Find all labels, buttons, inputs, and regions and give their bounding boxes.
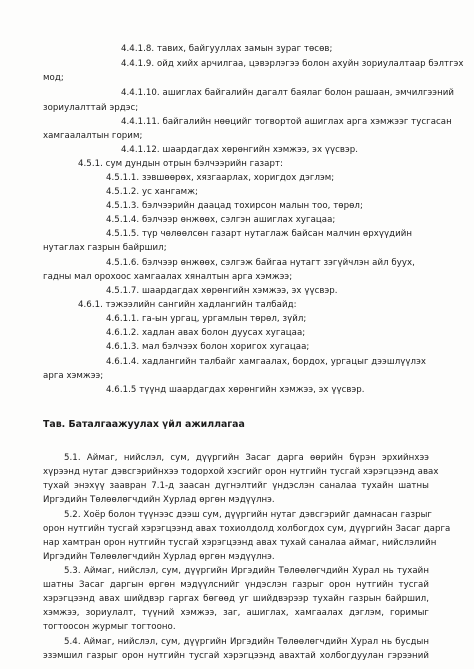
list-item: 4.6.1.3. мал бэлчээх болон хоригох хугацаа; — [106, 342, 310, 352]
paragraph-line: Иргэдийн Төлөөлөгчдийн Хурлад өргөн мэдүүлнэ. — [43, 495, 275, 505]
list-item: 4.6.1.4. хадлангийн талбайг хамгаалах, бордох, ургацыг дээшлүүлэх — [106, 357, 427, 367]
list-item-continuation: мод; — [43, 73, 64, 83]
list-item-continuation: нутаглах газрын байршил; — [43, 243, 167, 253]
list-item: 4.5.1.7. шаардагдах хөрөнгийн хэмжээ, эх үүсвэр. — [106, 286, 338, 296]
list-item: 4.4.1.12. шаардагдах хөрөнгийн хэмжээ, эх үүсвэр. — [121, 145, 359, 155]
paragraph-line: тухай энэхүү заавран 7.1-д заасан дүгнэлтийг үндэслэн саналаа тухайн шатны — [43, 481, 429, 491]
list-item: 4.6.1.2. хадлан авах болон дуусах хугацаа; — [106, 328, 306, 338]
subsection-title: 4.5.1. сум дундын отрын бэлчээрийн газарт: — [78, 159, 284, 169]
subsection-title: 4.6.1. тэжээлийн сангийн хадлангийн талбайд: — [78, 300, 297, 310]
list-item: 4.4.1.9. ойд хийх арчилгаа, цэвэрлэгээ болон ахуйн зориулалтаар бэлтгэх — [121, 59, 464, 69]
paragraph-line: хүрээнд нутаг дэвсгэрийнхээ тодорхой хэсгийг орон нутгийн тусгай хэрэгцээнд авах — [43, 467, 439, 477]
paragraph-line: 5.4. Аймаг, нийслэл, сум, дүүргийн Иргэдийн Төлөөлөгчдийн Хурал нь бусдын — [64, 637, 429, 647]
paragraph-line: 5.2. Хоёр болон түүнээс дээш сум, дүүргийн нутаг дэвсгэрийг дамнасан газрыг — [64, 510, 432, 520]
list-item: 4.5.1.4. бэлчээр өнжөөх, сэлгэн ашиглах хугацаа; — [106, 215, 336, 225]
list-item: 4.5.1.6. бэлчээр өнжөөх, сэлгэж байгаа нутагт зэгүйчлэн айл буух, — [106, 258, 415, 268]
list-item-continuation: хамгаалалтын горим; — [43, 131, 143, 141]
paragraph-line: шатны Засаг даргын өргөн мэдүүлснийг үндэслэн газрыг орон нутгийн тусгай — [43, 580, 429, 590]
list-item-continuation: зориулалттай эрдэс; — [43, 103, 139, 113]
paragraph-line: хэрэгцээнд авах шийдвэр гаргах бөгөөд уг шийдвэрээр тухайн газрын байршил, — [43, 594, 429, 604]
paragraph-line: 5.3. Аймаг, нийслэл, сум, дүүргийн Иргэдийн Төлөөлөгчдийн Хурал нь тухайн — [64, 566, 429, 576]
paragraph-line: Иргэдийн Төлөөлөгчдийн Хурлад өргөн мэдүүлнэ. — [43, 552, 275, 562]
list-item: 4.4.1.11. байгалийн нөөцийг тогвортой ашиглах арга хэмжээг тусгасан — [121, 117, 452, 127]
list-item: 4.5.1.1. зэвшөөрөх, хязгаарлах, хоригдох дэглэм; — [106, 173, 335, 183]
paragraph-line: орон нутгийн тусгай хэрэгцээнд авах тохиолдолд холбогдох сум, дүүргийн Засаг дарга — [43, 524, 451, 534]
list-item-continuation: арга хэмжээ; — [43, 371, 104, 381]
paragraph-line: хэмжээ, зориулалт, түүний хэмжээ, заг, ашиглах, хамгаалах дэглэм, горимыг — [43, 608, 429, 618]
list-item: 4.4.1.8. тавих, байгууллах замын зураг төсөв; — [121, 44, 333, 54]
list-item: 4.6.1.1. га-ын ургац, ургамлын төрөл, зүйл; — [106, 314, 307, 324]
list-item: 4.4.1.10. ашиглах байгалийн дагалт баялаг болон рашаан, эмчилгээний — [121, 88, 455, 98]
list-item: 4.5.1.5. түр чөлөөлсөн газарт нутаглаж байсан малчин өрхүүдийн — [106, 229, 413, 239]
list-item-continuation: гадны мал орохоос хамгаалах хяналтын арга хэмжээ; — [43, 272, 293, 282]
list-item: 4.5.1.2. ус хангамж; — [106, 187, 198, 197]
list-item: 4.5.1.3. бэлчээрийн даацад тохирсон малын тоо, төрөл; — [106, 201, 363, 211]
section-heading: Тав. Баталгаажуулах үйл ажиллагаа — [43, 419, 245, 430]
paragraph-line: эзэмшил газрыг орон нутгийн тусгай хэрэгцээнд авахтай холбогдуулан гэрээний — [43, 651, 429, 661]
paragraph-line: нар хамтран орон нутгийн тусгай хэрэгцээнд авах тухай саналаа аймаг, нийслэлийн — [43, 538, 437, 548]
list-item: 4.6.1.5 түүнд шаардагдах хөрөнгийн хэмжээ, эх үүсвэр. — [106, 385, 365, 395]
paragraph-line: тогтоосон журмыг тогтооно. — [43, 622, 176, 632]
paragraph-line: 5.1. Аймаг, нийслэл, сум, дүүргийн Засаг дарга өөрийн бүрэн эрхийнхээ — [64, 453, 429, 463]
